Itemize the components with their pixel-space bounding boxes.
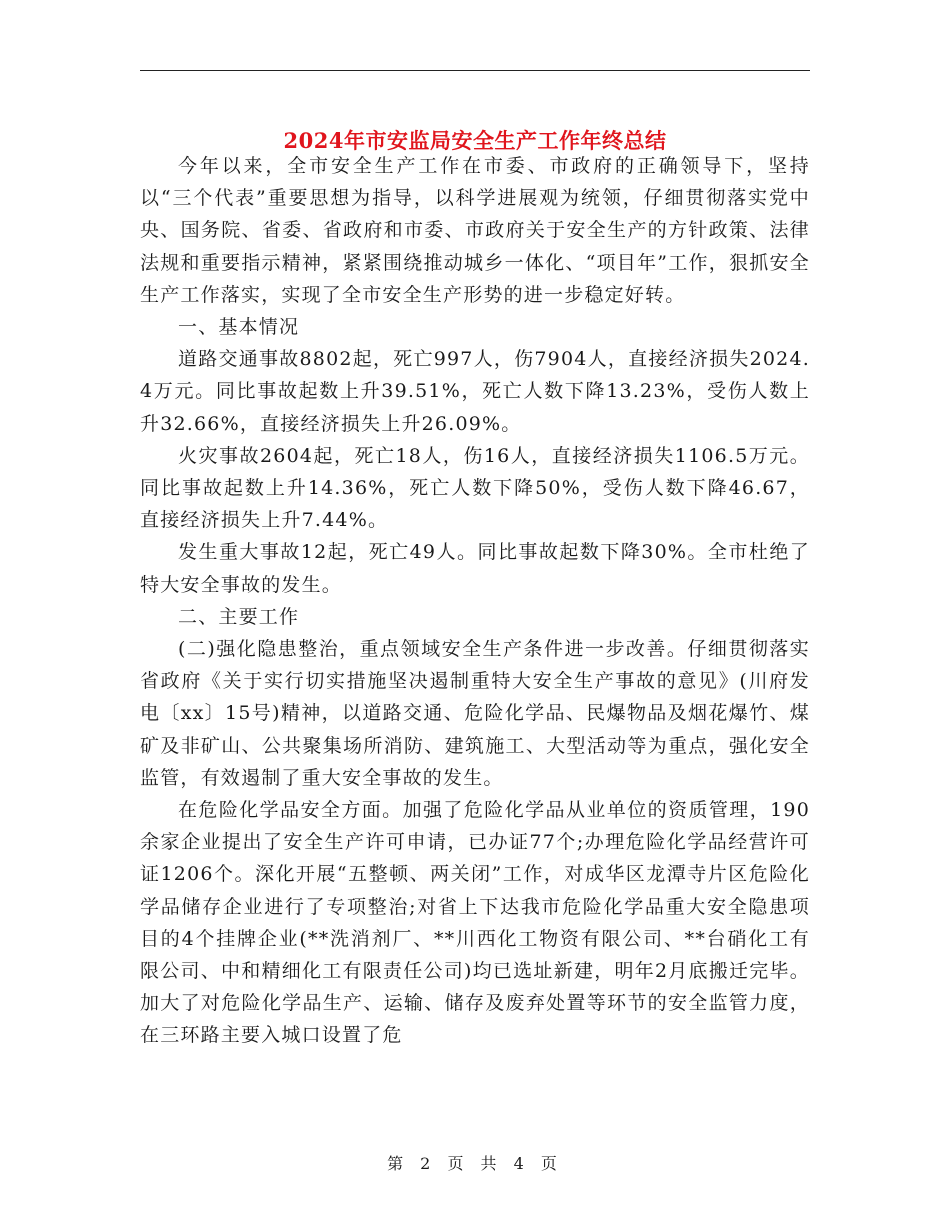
document-title: 2024年市安监局安全生产工作年终总结 bbox=[283, 128, 667, 154]
paragraph-hazardous-chemicals: 在危险化学品安全方面。加强了危险化学品从业单位的资质管理，190余家企业提出了安全生产许可申请，已办证77个;办理危险化学品经营许可证1206个。深化开展“五整顿、两关闭”工作，对成华区龙潭寺片区危险化学品储存企业进行了专项整治;对省上下达我市危险化学品重大安全隐患项目的4个挂牌企业(**洗消剂厂、**川西化工物资有限公司、**台硝化工有限公司、中和精细化工有限责任公司)均已选址新建，明年2月底搬迁完毕。加大了对危险化学品生产、运输、储存及废弃处置等环节的安全监管力度，在三环路主要入城口设置了危 bbox=[140, 799, 810, 1047]
section-heading-main-work: 二、主要工作 bbox=[178, 605, 300, 628]
paragraph-major-accidents: 发生重大事故12起，死亡49人。同比事故起数下降30%。全市杜绝了特大安全事故的发生。 bbox=[140, 541, 810, 596]
header-rule bbox=[140, 70, 810, 71]
section-heading-basic-situation: 一、基本情况 bbox=[178, 316, 300, 339]
paragraph-hazard-rectification: (二)强化隐患整治，重点领域安全生产条件进一步改善。仔细贯彻落实省政府《关于实行切实措施坚决遏制重特大安全生产事故的意见》(川府发电〔xx〕15号)精神，以道路交通、危险化学品、民爆物品及烟花爆竹、煤矿及非矿山、公共聚集场所消防、建筑施工、大型活动等为重点，强化安全监管，有效遏制了重大安全事故的发生。 bbox=[140, 638, 810, 789]
document-body bbox=[140, 150, 810, 1052]
page-number: 第 2 页 共 4 页 bbox=[387, 1154, 563, 1173]
paragraph-intro: 今年以来，全市安全生产工作在市委、市政府的正确领导下，坚持以“三个代表”重要思想为指导，以科学进展观为统领，仔细贯彻落实党中央、国务院、省委、省政府和市委、市政府关于安全生产的方针政策、法律法规和重要指示精神，紧紧围绕推动城乡一体化、“项目年”工作，狠抓安全生产工作落实，实现了全市安全生产形势的进一步稳定好转。 bbox=[140, 155, 810, 306]
paragraph-fire-accidents: 火灾事故2604起，死亡18人，伤16人，直接经济损失1106.5万元。同比事故起数上升14.36%，死亡人数下降50%，受伤人数下降46.67，直接经济损失上升7.44%。 bbox=[140, 444, 810, 532]
paragraph-road-traffic: 道路交通事故8802起，死亡997人，伤7904人，直接经济损失2024.4万元。同比事故起数上升39.51%，死亡人数下降13.23%，受伤人数上升32.66%，直接经济损失上升26.09%。 bbox=[140, 348, 810, 435]
